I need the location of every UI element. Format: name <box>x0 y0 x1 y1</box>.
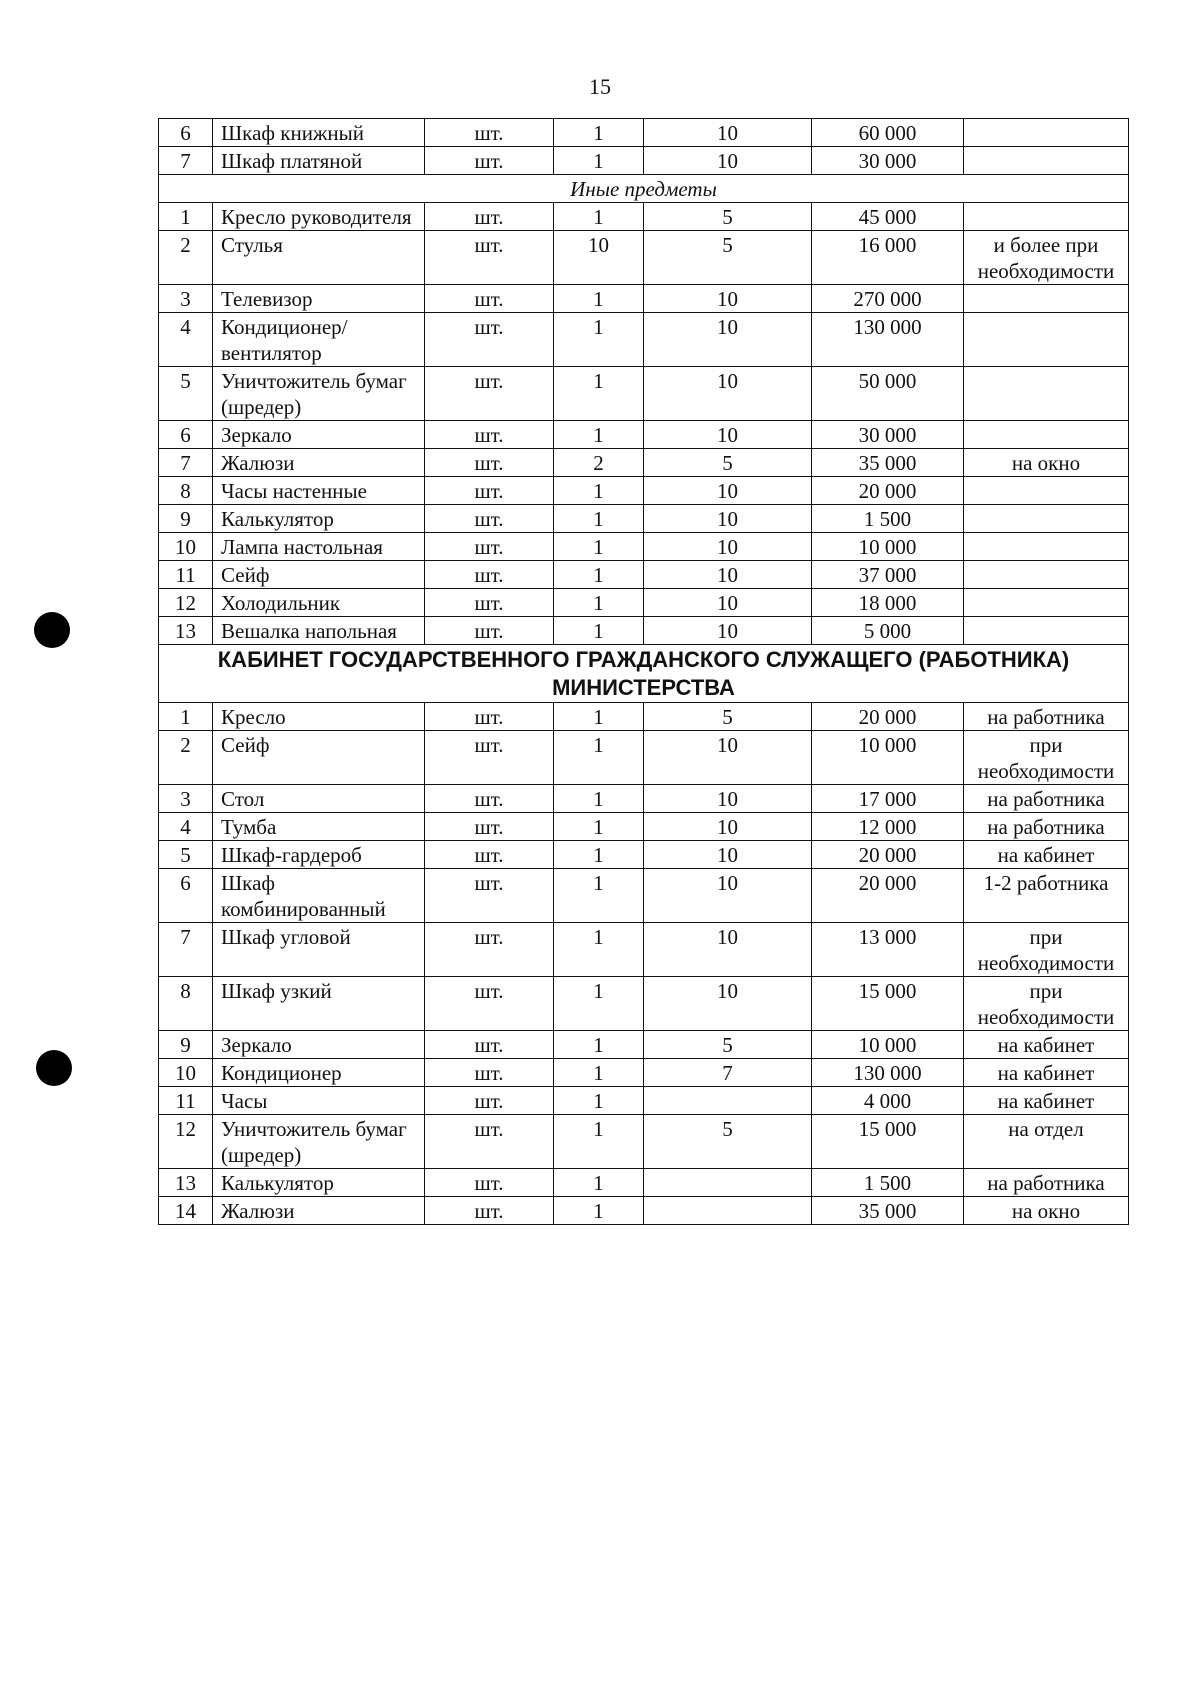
item-name-cell: Тумба <box>213 813 425 841</box>
service-years-cell: 5 <box>644 449 812 477</box>
price-cell: 50 000 <box>812 367 964 421</box>
price-cell: 10 000 <box>812 731 964 785</box>
unit-cell: шт. <box>425 703 554 731</box>
row-number-cell: 6 <box>159 119 213 147</box>
service-years-cell: 10 <box>644 119 812 147</box>
price-cell: 10 000 <box>812 533 964 561</box>
price-cell: 270 000 <box>812 285 964 313</box>
row-number-cell: 11 <box>159 1087 213 1115</box>
item-name-cell: Шкаф книжный <box>213 119 425 147</box>
quantity-cell: 1 <box>554 1059 644 1087</box>
note-cell: на работника <box>964 813 1129 841</box>
table-row <box>159 1031 1129 1059</box>
item-name-cell: Часы <box>213 1087 425 1115</box>
note-cell <box>964 367 1129 421</box>
table-row <box>159 421 1129 449</box>
unit-cell: шт. <box>425 1059 554 1087</box>
note-cell: на работника <box>964 785 1129 813</box>
table-row <box>159 449 1129 477</box>
quantity-cell: 1 <box>554 119 644 147</box>
quantity-cell: 1 <box>554 285 644 313</box>
row-number-cell: 10 <box>159 1059 213 1087</box>
price-cell: 60 000 <box>812 119 964 147</box>
table-row <box>159 785 1129 813</box>
row-number-cell: 13 <box>159 617 213 645</box>
note-cell <box>964 147 1129 175</box>
quantity-cell: 1 <box>554 869 644 923</box>
quantity-cell: 1 <box>554 313 644 367</box>
note-cell: 1-2 работника <box>964 869 1129 923</box>
unit-cell: шт. <box>425 421 554 449</box>
service-years-cell: 10 <box>644 785 812 813</box>
table-row <box>159 505 1129 533</box>
table-row <box>159 703 1129 731</box>
table-row <box>159 203 1129 231</box>
unit-cell: шт. <box>425 367 554 421</box>
price-cell: 35 000 <box>812 449 964 477</box>
price-cell: 20 000 <box>812 841 964 869</box>
binder-hole-bottom <box>36 1050 72 1086</box>
price-cell: 37 000 <box>812 561 964 589</box>
row-number-cell: 8 <box>159 977 213 1031</box>
item-name-cell: Уничтожитель бумаг (шредер) <box>213 367 425 421</box>
quantity-cell: 1 <box>554 367 644 421</box>
unit-cell: шт. <box>425 977 554 1031</box>
price-cell: 5 000 <box>812 617 964 645</box>
row-number-cell: 8 <box>159 477 213 505</box>
service-years-cell: 10 <box>644 285 812 313</box>
table-row <box>159 1197 1129 1225</box>
service-years-cell: 10 <box>644 147 812 175</box>
item-name-cell: Кресло <box>213 703 425 731</box>
binder-hole-top <box>34 612 70 648</box>
section-title: Иные предметы <box>159 175 1129 203</box>
price-cell: 30 000 <box>812 147 964 175</box>
unit-cell: шт. <box>425 589 554 617</box>
item-name-cell: Зеркало <box>213 421 425 449</box>
row-number-cell: 4 <box>159 313 213 367</box>
quantity-cell: 1 <box>554 977 644 1031</box>
item-name-cell: Телевизор <box>213 285 425 313</box>
table-row <box>159 313 1129 367</box>
note-cell <box>964 617 1129 645</box>
unit-cell: шт. <box>425 923 554 977</box>
table-row <box>159 1169 1129 1197</box>
service-years-cell: 10 <box>644 841 812 869</box>
quantity-cell: 1 <box>554 703 644 731</box>
note-cell: на отдел <box>964 1115 1129 1169</box>
quantity-cell: 1 <box>554 147 644 175</box>
unit-cell: шт. <box>425 203 554 231</box>
quantity-cell: 10 <box>554 231 644 285</box>
item-name-cell: Вешалка напольная <box>213 617 425 645</box>
price-cell: 20 000 <box>812 477 964 505</box>
quantity-cell: 1 <box>554 1197 644 1225</box>
unit-cell: шт. <box>425 841 554 869</box>
unit-cell: шт. <box>425 313 554 367</box>
service-years-cell: 5 <box>644 1031 812 1059</box>
item-name-cell: Калькулятор <box>213 505 425 533</box>
price-cell: 17 000 <box>812 785 964 813</box>
row-number-cell: 1 <box>159 703 213 731</box>
item-name-cell: Лампа настольная <box>213 533 425 561</box>
item-name-cell: Жалюзи <box>213 449 425 477</box>
price-cell: 10 000 <box>812 1031 964 1059</box>
item-name-cell: Стулья <box>213 231 425 285</box>
table-row <box>159 231 1129 285</box>
unit-cell: шт. <box>425 1115 554 1169</box>
row-number-cell: 5 <box>159 367 213 421</box>
service-years-cell <box>644 1087 812 1115</box>
table-row <box>159 561 1129 589</box>
item-name-cell: Кондиционер <box>213 1059 425 1087</box>
service-years-cell: 10 <box>644 533 812 561</box>
note-cell <box>964 203 1129 231</box>
item-name-cell: Стол <box>213 785 425 813</box>
table-row <box>159 285 1129 313</box>
item-name-cell: Жалюзи <box>213 1197 425 1225</box>
row-number-cell: 3 <box>159 785 213 813</box>
service-years-cell: 7 <box>644 1059 812 1087</box>
note-cell: на кабинет <box>964 1031 1129 1059</box>
equipment-table <box>158 118 1129 1225</box>
table-row <box>159 147 1129 175</box>
quantity-cell: 1 <box>554 421 644 449</box>
row-number-cell: 2 <box>159 231 213 285</box>
quantity-cell: 1 <box>554 731 644 785</box>
note-cell: на кабинет <box>964 1087 1129 1115</box>
service-years-cell: 10 <box>644 589 812 617</box>
row-number-cell: 14 <box>159 1197 213 1225</box>
note-cell: на работника <box>964 1169 1129 1197</box>
row-number-cell: 3 <box>159 285 213 313</box>
unit-cell: шт. <box>425 785 554 813</box>
service-years-cell: 10 <box>644 313 812 367</box>
row-number-cell: 12 <box>159 589 213 617</box>
note-cell <box>964 477 1129 505</box>
price-cell: 20 000 <box>812 703 964 731</box>
item-name-cell: Шкаф угловой <box>213 923 425 977</box>
unit-cell: шт. <box>425 869 554 923</box>
note-cell <box>964 119 1129 147</box>
quantity-cell: 1 <box>554 923 644 977</box>
price-cell: 1 500 <box>812 505 964 533</box>
table-row <box>159 1087 1129 1115</box>
item-name-cell: Шкаф-гардероб <box>213 841 425 869</box>
service-years-cell: 5 <box>644 203 812 231</box>
note-cell <box>964 313 1129 367</box>
table-row <box>159 477 1129 505</box>
unit-cell: шт. <box>425 1197 554 1225</box>
price-cell: 18 000 <box>812 589 964 617</box>
note-cell: на окно <box>964 1197 1129 1225</box>
quantity-cell: 1 <box>554 1115 644 1169</box>
table-row <box>159 1059 1129 1087</box>
price-cell: 45 000 <box>812 203 964 231</box>
unit-cell: шт. <box>425 533 554 561</box>
row-number-cell: 2 <box>159 731 213 785</box>
table-row <box>159 589 1129 617</box>
unit-cell: шт. <box>425 1031 554 1059</box>
note-cell <box>964 589 1129 617</box>
price-cell: 12 000 <box>812 813 964 841</box>
service-years-cell: 10 <box>644 421 812 449</box>
item-name-cell: Шкаф узкий <box>213 977 425 1031</box>
unit-cell: шт. <box>425 477 554 505</box>
unit-cell: шт. <box>425 147 554 175</box>
price-cell: 130 000 <box>812 313 964 367</box>
unit-cell: шт. <box>425 285 554 313</box>
item-name-cell: Калькулятор <box>213 1169 425 1197</box>
row-number-cell: 9 <box>159 505 213 533</box>
note-cell <box>964 285 1129 313</box>
table-row <box>159 841 1129 869</box>
service-years-cell: 10 <box>644 869 812 923</box>
unit-cell: шт. <box>425 119 554 147</box>
price-cell: 35 000 <box>812 1197 964 1225</box>
service-years-cell: 10 <box>644 977 812 1031</box>
item-name-cell: Кондиционер/ вентилятор <box>213 313 425 367</box>
price-cell: 4 000 <box>812 1087 964 1115</box>
item-name-cell: Уничтожитель бумаг (шредер) <box>213 1115 425 1169</box>
row-number-cell: 7 <box>159 923 213 977</box>
note-cell: на кабинет <box>964 841 1129 869</box>
section-header-row <box>159 175 1129 203</box>
row-number-cell: 4 <box>159 813 213 841</box>
service-years-cell: 10 <box>644 731 812 785</box>
row-number-cell: 11 <box>159 561 213 589</box>
item-name-cell: Часы настенные <box>213 477 425 505</box>
price-cell: 15 000 <box>812 1115 964 1169</box>
row-number-cell: 13 <box>159 1169 213 1197</box>
service-years-cell <box>644 1197 812 1225</box>
unit-cell: шт. <box>425 1087 554 1115</box>
note-cell <box>964 505 1129 533</box>
item-name-cell: Кресло руководителя <box>213 203 425 231</box>
unit-cell: шт. <box>425 561 554 589</box>
note-cell <box>964 421 1129 449</box>
service-years-cell: 10 <box>644 477 812 505</box>
table-row <box>159 1115 1129 1169</box>
item-name-cell: Шкаф платяной <box>213 147 425 175</box>
table-row <box>159 533 1129 561</box>
quantity-cell: 1 <box>554 589 644 617</box>
quantity-cell: 2 <box>554 449 644 477</box>
unit-cell: шт. <box>425 813 554 841</box>
table-row <box>159 119 1129 147</box>
item-name-cell: Зеркало <box>213 1031 425 1059</box>
quantity-cell: 1 <box>554 477 644 505</box>
row-number-cell: 5 <box>159 841 213 869</box>
price-cell: 16 000 <box>812 231 964 285</box>
row-number-cell: 7 <box>159 147 213 175</box>
service-years-cell: 10 <box>644 923 812 977</box>
row-number-cell: 6 <box>159 421 213 449</box>
row-number-cell: 9 <box>159 1031 213 1059</box>
service-years-cell: 10 <box>644 505 812 533</box>
quantity-cell: 1 <box>554 617 644 645</box>
unit-cell: шт. <box>425 1169 554 1197</box>
note-cell: на окно <box>964 449 1129 477</box>
quantity-cell: 1 <box>554 561 644 589</box>
unit-cell: шт. <box>425 505 554 533</box>
note-cell: при необходимости <box>964 977 1129 1031</box>
table-row <box>159 869 1129 923</box>
note-cell: при необходимости <box>964 923 1129 977</box>
quantity-cell: 1 <box>554 785 644 813</box>
price-cell: 1 500 <box>812 1169 964 1197</box>
row-number-cell: 12 <box>159 1115 213 1169</box>
quantity-cell: 1 <box>554 533 644 561</box>
service-years-cell: 10 <box>644 813 812 841</box>
service-years-cell: 5 <box>644 703 812 731</box>
quantity-cell: 1 <box>554 505 644 533</box>
note-cell <box>964 533 1129 561</box>
table-row <box>159 923 1129 977</box>
service-years-cell <box>644 1169 812 1197</box>
service-years-cell: 10 <box>644 367 812 421</box>
unit-cell: шт. <box>425 449 554 477</box>
table-row <box>159 367 1129 421</box>
table-row <box>159 813 1129 841</box>
quantity-cell: 1 <box>554 1087 644 1115</box>
note-cell: при необходимости <box>964 731 1129 785</box>
row-number-cell: 1 <box>159 203 213 231</box>
price-cell: 15 000 <box>812 977 964 1031</box>
row-number-cell: 7 <box>159 449 213 477</box>
price-cell: 130 000 <box>812 1059 964 1087</box>
service-years-cell: 5 <box>644 1115 812 1169</box>
table-row <box>159 731 1129 785</box>
note-cell <box>964 561 1129 589</box>
price-cell: 13 000 <box>812 923 964 977</box>
note-cell: и более при необходимости <box>964 231 1129 285</box>
price-cell: 30 000 <box>812 421 964 449</box>
section-title: КАБИНЕТ ГОСУДАРСТВЕННОГО ГРАЖДАНСКОГО СЛУЖАЩЕГО (РАБОТНИКА) МИНИСТЕРСТВА <box>159 645 1129 703</box>
table-row <box>159 977 1129 1031</box>
page-number: 15 <box>589 74 611 99</box>
price-cell: 20 000 <box>812 869 964 923</box>
quantity-cell: 1 <box>554 1031 644 1059</box>
service-years-cell: 10 <box>644 617 812 645</box>
quantity-cell: 1 <box>554 841 644 869</box>
row-number-cell: 6 <box>159 869 213 923</box>
service-years-cell: 10 <box>644 561 812 589</box>
table-row <box>159 617 1129 645</box>
row-number-cell: 10 <box>159 533 213 561</box>
unit-cell: шт. <box>425 617 554 645</box>
service-years-cell: 5 <box>644 231 812 285</box>
section-header-row <box>159 645 1129 703</box>
item-name-cell: Шкаф комбинированный <box>213 869 425 923</box>
item-name-cell: Сейф <box>213 731 425 785</box>
item-name-cell: Сейф <box>213 561 425 589</box>
quantity-cell: 1 <box>554 813 644 841</box>
quantity-cell: 1 <box>554 203 644 231</box>
quantity-cell: 1 <box>554 1169 644 1197</box>
note-cell: на кабинет <box>964 1059 1129 1087</box>
unit-cell: шт. <box>425 731 554 785</box>
note-cell: на работника <box>964 703 1129 731</box>
unit-cell: шт. <box>425 231 554 285</box>
item-name-cell: Холодильник <box>213 589 425 617</box>
